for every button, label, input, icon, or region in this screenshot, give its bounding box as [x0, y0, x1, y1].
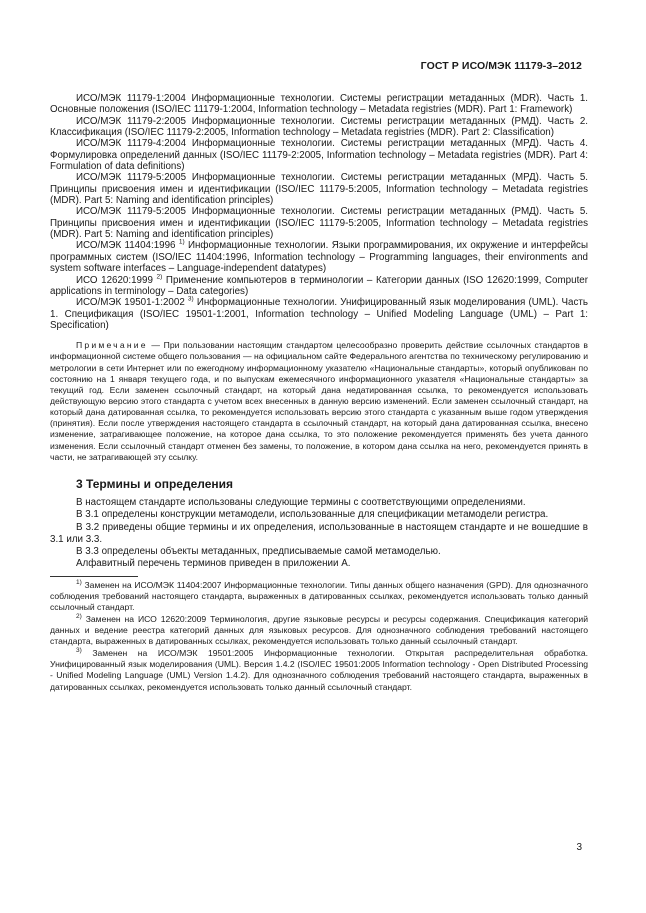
section-paragraph: В 3.2 приведены общие термины и их определения, использованные в настоящем стандарте и не вошедшие в 3.1 или 3.3.: [50, 521, 588, 545]
note-paragraph: [50, 340, 588, 463]
reference-item: [50, 240, 588, 274]
section-paragraph: В 3.3 определены объекты метаданных, предписываемые самой метамоделью.: [76, 546, 441, 558]
reference-item: ИСО/МЭК 11179-5:2005 Информационные технологии. Системы регистрации метаданных (РМД). Часть 5. Принципы присвоения имен и идентификации (ISO/IEC 11179-5:2005, Information technology – Metadata registries (MDR). Part 5: Naming and identification principles): [50, 206, 588, 241]
footnote-marker: 1): [76, 578, 82, 586]
footnote-text: Заменен на ИСО/МЭК 19501:2005 Информационные технологии. Открытая распределительная обработка. Унифицированный язык моделирования (UML). Версия 1.4.2 (ISO/IEC 19501:2005 Information technology - Open Distributed Processing - Unified Modeling Language (UML) Version 1.4.2). Для однозначного соблюдения требований настоящего стандарта, выраженных в датированных ссылках, рекомендуется использовать только данный ссылочный стандарт.: [50, 648, 588, 692]
footnote: [50, 648, 588, 692]
reference-code: ИСО 12620:1999: [76, 274, 157, 286]
note-text: — При пользовании настоящим стандартом целесообразно проверить действие ссылочных стандартов в информационной системе общего пользования — на официальном сайте Федерального агентства по техническому регулированию и метрологии в сети Интернет или по ежегодному информационному указателю «Национальные стандарты», который опубликован по состоянию на 1 января текущего года, и по выпускам ежемесячного информационного указателя «Национальные стандарты» за текущий год. Если заменен ссылочный стандарт, на который дана недатированная ссылка, то рекомендуется использовать действующую версию этого стандарта с учетом всех внесенных в данную версию изменений. Если заменен ссылочный стандарт, на который дана датированная ссылка, то рекомендуется использовать версию этого стандарта с указанным выше годом утверждения (принятия). Если после утверждения настоящего стандарта в ссылочный стандарт, на который дана датированная ссылка, внесено изменение, затрагивающее положение, на которое дана ссылка, то это положение рекомендуется применять без учета данного изменения. Если ссылочный стандарт отменен без замены, то положение, в котором дана ссылка на него, рекомендуется принять в части, не затрагивающей эту ссылку.: [50, 340, 588, 462]
section-paragraph: Алфавитный перечень терминов приведен в приложении А.: [76, 558, 351, 570]
reference-text: Применение компьютеров в терминологии – Категории данных (ISO 12620:1999, Computer applications in terminology – Data categories): [50, 274, 588, 297]
reference-item: ИСО/МЭК 11179-2:2005 Информационные технологии. Системы регистрации метаданных (РМД). Часть 2. Классификация (ISO/IEC 11179-2:2005, Information technology – Metadata registries (MDR). Part 2: Classification): [50, 115, 588, 139]
reference-item: ИСО/МЭК 11179-4:2004 Информационные технологии. Системы регистрации метаданных (МРД). Часть 4. Формулировка определений данных (ISO/IEC 11179-2:2005, Information technology – Metadata registries (MDR). Part 4: Formulation of data definitions): [50, 138, 588, 173]
footnote-marker: 3): [187, 295, 194, 303]
footnote: [50, 614, 588, 647]
footnote: [50, 580, 588, 613]
page-number: 3: [576, 842, 582, 853]
footnote-divider: [50, 576, 138, 577]
reference-text: Информационные технологии. Языки программирования, их окружение и интерфейсы программных систем (ISO/IEC 11404:1996, Information technology – Programming languages, their environments and system software interfaces – Language-independent datatypes): [50, 240, 588, 275]
footnote-marker: 1): [178, 239, 185, 247]
footnote-text: Заменен на ИСО 12620:2009 Терминология, другие языковые ресурсы и ресурсы содержания. Спецификация категорий данных и ведение реестра категорий данных для языковых ресурсов. Для однозначного соблюдения требований настоящего стандарта, выраженных в датированных ссылках, рекомендуется использовать только данный ссылочный стандарт.: [50, 614, 588, 647]
section-paragraph: В 3.1 определены конструкции метамодели, использованные для спецификации метамодели регистра.: [76, 509, 549, 521]
reference-item: [50, 275, 588, 298]
reference-item: [50, 297, 588, 331]
footnote-text: Заменен на ИСО/МЭК 11404:2007 Информационные технологии. Типы данных общего назначения (GPD). Для однозначного соблюдения требований настоящего стандарта, выраженных в датированных ссылках, рекомендуется использовать только данный ссылочный стандарт.: [50, 579, 588, 612]
footnote-marker: 3): [76, 647, 82, 655]
reference-text: Информационные технологии. Унифицированный язык моделирования (UML). Часть 1. Спецификация (ISO/IEC 19501-1:2001, Information technology – Unified Modeling Language (UML) – Part 1: Specification): [50, 297, 588, 331]
page-content: [50, 93, 588, 693]
note-label: Примечание: [76, 340, 148, 351]
footnote-marker: 2): [156, 273, 163, 281]
reference-code: ИСО/МЭК 19501-1:2002: [76, 297, 188, 309]
section-paragraph: В настоящем стандарте использованы следующие термины с соответствующими определениями.: [76, 496, 526, 508]
reference-item: ИСО/МЭК 11179-1:2004 Информационные технологии. Системы регистрации метаданных (MDR). Часть 1. Основные положения (ISO/IEC 11179-1:2004, Information technology – Metadata registries (MDR). Part 1: Framework): [50, 93, 588, 116]
section-heading: 3 Термины и определения: [76, 476, 234, 491]
reference-code: ИСО/МЭК 11404:1996: [76, 240, 179, 252]
footnote-marker: 2): [76, 613, 82, 621]
document-header: ГОСТ Р ИСО/МЭК 11179-3–2012: [420, 60, 582, 72]
reference-item: ИСО/МЭК 11179-5:2005 Информационные технологии. Системы регистрации метаданных (МРД). Часть 5. Принципы присвоения имен и идентификации (ISO/IEC 11179-5:2005, Information technology – Metadata registries (MDR). Part 5: Naming and identification principles): [50, 172, 588, 207]
